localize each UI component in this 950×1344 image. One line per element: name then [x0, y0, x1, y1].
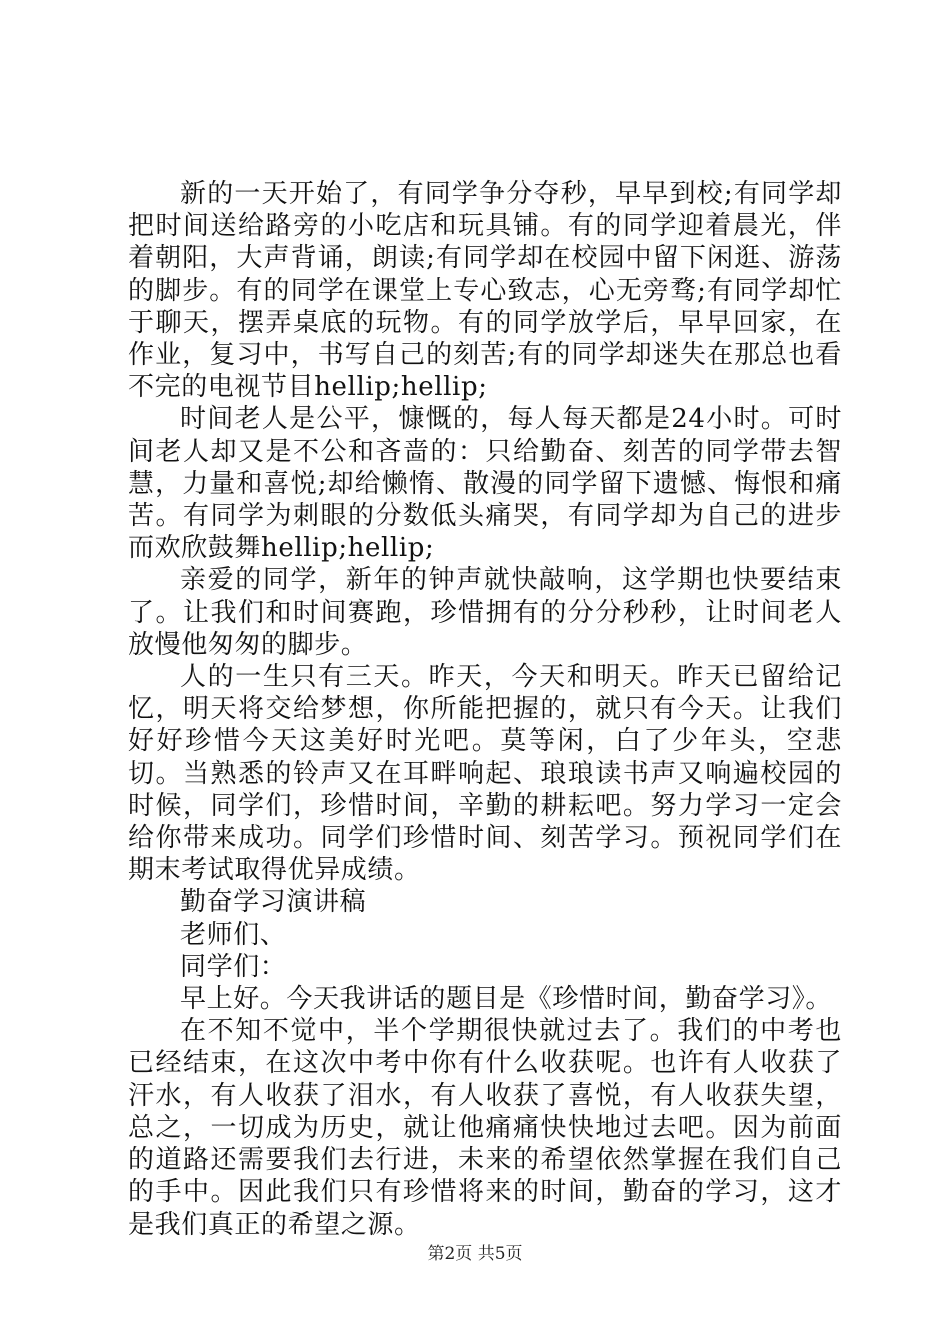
document-body	[128, 178, 842, 1241]
paragraph-midterm: 在不知不觉中，半个学期很快就过去了。我们的中考也已经结束，在这次中考中你有什么收获呢。也许有人收获了汗水，有人收获了泪水，有人收获了喜悦，有人收获失望，总之，一切成为历史，就让他痛痛快快地过去吧。因为前面的道路还需要我们去行进，未来的希望依然掌握在我们自己的手中。因此我们只有珍惜将来的时间，勤奋的学习，这才是我们真正的希望之源。	[128, 1016, 842, 1240]
salutation-teachers: 老师们、	[180, 919, 287, 950]
paragraph-new-year: 亲爱的同学，新年的钟声就快敲响，这学期也快要结束了。让我们和时间赛跑，珍惜拥有的分分秒秒，让时间老人放慢他匆匆的脚步。	[128, 565, 842, 660]
speech-title: 勤奋学习演讲稿	[180, 887, 367, 918]
paragraph-morning: 新的一天开始了，有同学争分夺秒，早早到校;有同学却把时间送给路旁的小吃店和玩具铺。有的同学迎着晨光，伴着朝阳，大声背诵，朗读;有同学却在校园中留下闲逛、游荡的脚步。有的同学在课堂上专心致志，心无旁骛;有同学却忙于聊天，摆弄桌底的玩物。有的同学放学后，早早回家，在作业，复习中，书写自己的刻苦;有的同学却迷失在那总也看不完的电视节目hellip;hellip;	[128, 179, 842, 403]
paragraph-three-days: 人的一生只有三天。昨天，今天和明天。昨天已留给记忆，明天将交给梦想，你所能把握的，就只有今天。让我们好好珍惜今天这美好时光吧。莫等闲，白了少年头，空悲切。当熟悉的铃声又在耳畔响起、琅琅读书声又响遍校园的时候，同学们，珍惜时间，辛勤的耕耘吧。努力学习一定会给你带来成功。同学们珍惜时间、刻苦学习。预祝同学们在期末考试取得优异成绩。	[128, 662, 842, 886]
greeting-line: 早上好。今天我讲话的题目是《珍惜时间，勤奋学习》。	[180, 984, 833, 1015]
salutation-students: 同学们：	[180, 951, 287, 982]
paragraph-time-elder: 时间老人是公平，慷慨的，每人每天都是24小时。可时间老人却又是不公和吝啬的：只给勤奋、刻苦的同学带去智慧，力量和喜悦;却给懒惰、散漫的同学留下遗憾、悔恨和痛苦。有同学为刺眼的分数低头痛哭，有同学却为自己的进步而欢欣鼓舞hellip;hellip;	[128, 404, 842, 564]
page-number-footer: 第2页 共5页	[427, 1244, 523, 1264]
